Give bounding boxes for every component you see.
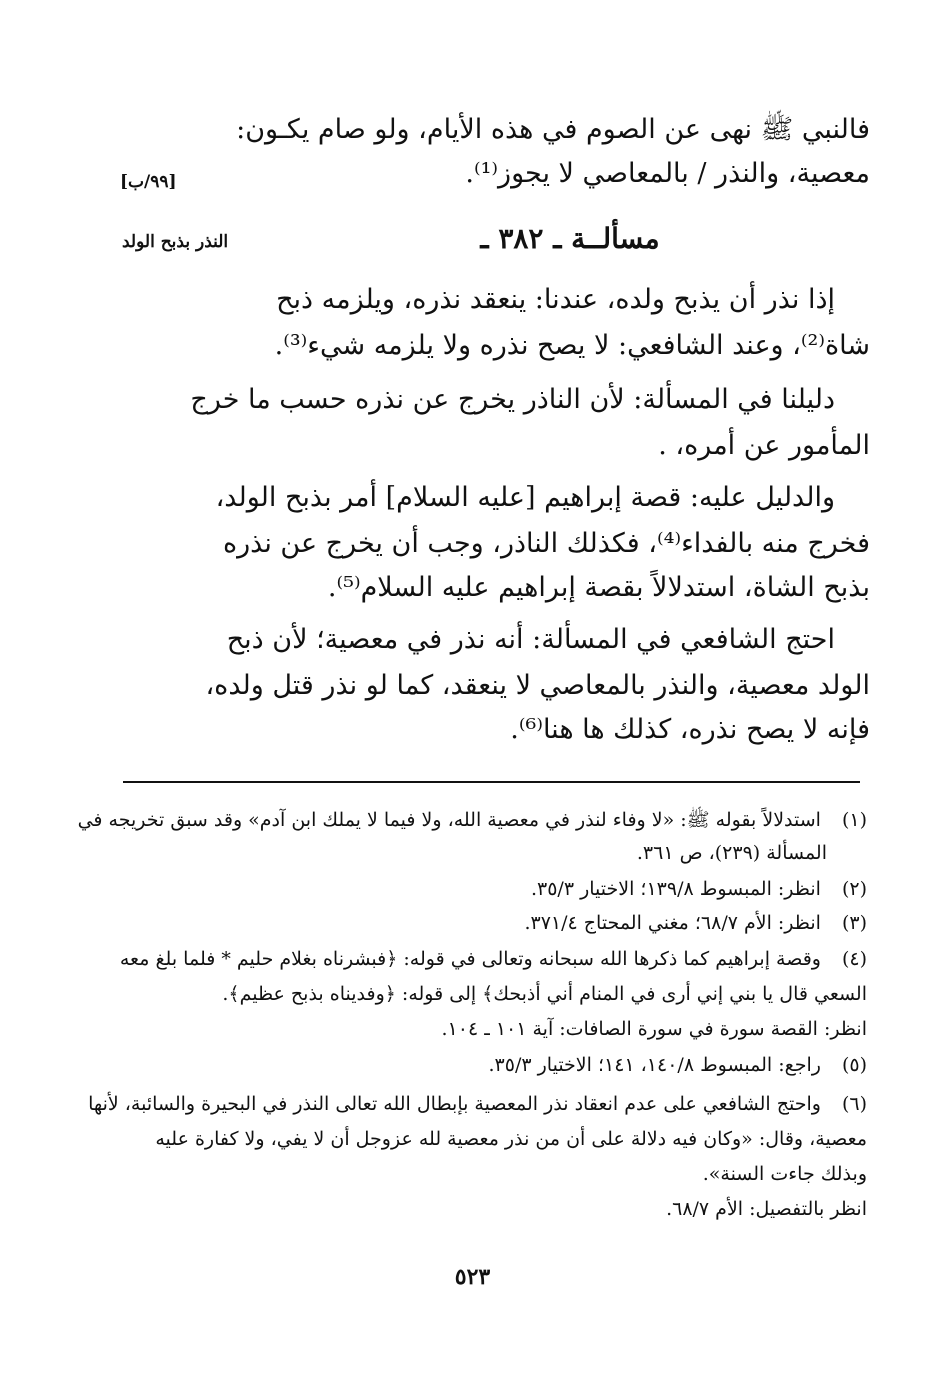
footnote-text: استدلالاً بقوله ﷺ: «لا وفاء لنذر في معصية الله، ولا فيما لا يملك ابن آدم» وقد سبق تخريجه في [77, 809, 821, 831]
footnote-text: واحتج الشافعي على عدم انعقاد نذر المعصية بإبطال الله تعالى النذر في البحيرة والسائبة، لأنها [88, 1093, 821, 1115]
footnote-number: (١) [841, 809, 867, 831]
footnote-2 [122, 878, 867, 900]
footnote-1-cont: المسألة (٢٣٩)، ص ٣٦١. [636, 842, 827, 864]
para3-line-2: فخرج منه بالفداء⁽⁴⁾، فكذلك الناذر، وجب أن يخرج عن نذره [222, 528, 870, 559]
footnote-6-cont-3: انظر بالتفصيل: الأم ٦٨/٧. [666, 1198, 867, 1220]
footnote-3 [122, 912, 867, 934]
footnote-6-cont-1: معصية، وقال: «وكان فيه دلالة على أن من نذر معصية لله عزوجل أن لا يفي، ولا كفارة عليه [155, 1128, 867, 1150]
footnote-text: انظر: المبسوط ١٣٩/٨؛ الاختيار ٣٥/٣. [530, 878, 821, 900]
footnote-number: (٦) [841, 1093, 867, 1115]
para3-line-3: بذبح الشاة، استدلالاً بقصة إبراهيم عليه السلام⁽⁵⁾. [327, 572, 870, 603]
footnote-4 [119, 948, 867, 970]
para4-line-1: احتج الشافعي في المسألة: أنه نذر في معصية؛ لأن ذبح [226, 624, 835, 655]
para1-line-2: شاة⁽²⁾، وعند الشافعي: لا يصح نذره ولا يلزمه شيء⁽³⁾. [274, 330, 870, 361]
para2-line-1: دليلنا في المسألة: لأن الناذر يخرج عن نذره حسب ما خرج [190, 384, 835, 415]
footnote-4-cont-1: السعي قال يا بني إني أرى في المنام أني أذبحك﴾ إلى قوله: ﴿وفديناه بذبح عظيم﴾. [222, 983, 867, 1005]
margin-topic: النذر بذبح الولد [122, 232, 229, 252]
footnote-number: (٢) [841, 878, 867, 900]
margin-folio: [٩٩/ب] [120, 172, 177, 192]
footnote-5 [122, 1054, 867, 1076]
footnote-4-cont-2: انظر: القصة سورة في سورة الصافات: آية ١٠١ ـ ١٠٤. [441, 1018, 867, 1040]
footnote-number: (٣) [841, 912, 867, 934]
footnote-6 [88, 1093, 867, 1115]
body-line-1: فالنبي ﷺ نهى عن الصوم في هذه الأيام، ولو صام يكـون: [236, 114, 870, 145]
para3-line-1: والدليل عليه: قصة إبراهيم [عليه السلام] أمر بذبح الولد، [215, 482, 835, 513]
footnote-text: وقصة إبراهيم كما ذكرها الله سبحانه وتعالى في قوله: ﴿فبشرناه بغلام حليم * فلما بلغ معه [119, 948, 821, 970]
body-line-2: معصية، والنذر / بالمعاصي لا يجوز⁽¹⁾. [465, 158, 870, 189]
footnote-text: راجع: المبسوط ١٤٠/٨، ١٤١؛ الاختيار ٣٥/٣. [488, 1054, 821, 1076]
page-number: ٥٢٣ [454, 1264, 491, 1290]
footnote-divider [123, 781, 860, 783]
footnote-6-cont-2: وبذلك جاءت السنة». [702, 1163, 867, 1185]
para4-line-2: الولد معصية، والنذر بالمعاصي لا ينعقد، كما لو نذر قتل ولده، [205, 670, 870, 701]
footnote-number: (٤) [841, 948, 867, 970]
para1-line-1: إذا نذر أن يذبح ولده، عندنا: ينعقد نذره، ويلزمه ذبح [276, 284, 835, 315]
footnote-text: انظر: الأم ٦٨/٧؛ مغني المحتاج ٣٧١/٤. [524, 912, 821, 934]
footnote-number: (٥) [841, 1054, 867, 1076]
footnote-1 [77, 808, 867, 836]
section-heading: مسألــة ـ ٣٨٢ ـ [480, 222, 660, 255]
para2-line-2: المأمور عن أمره، . [658, 430, 870, 461]
para4-line-3: فإنه لا يصح نذره، كذلك ها هنا⁽⁶⁾. [510, 714, 870, 745]
